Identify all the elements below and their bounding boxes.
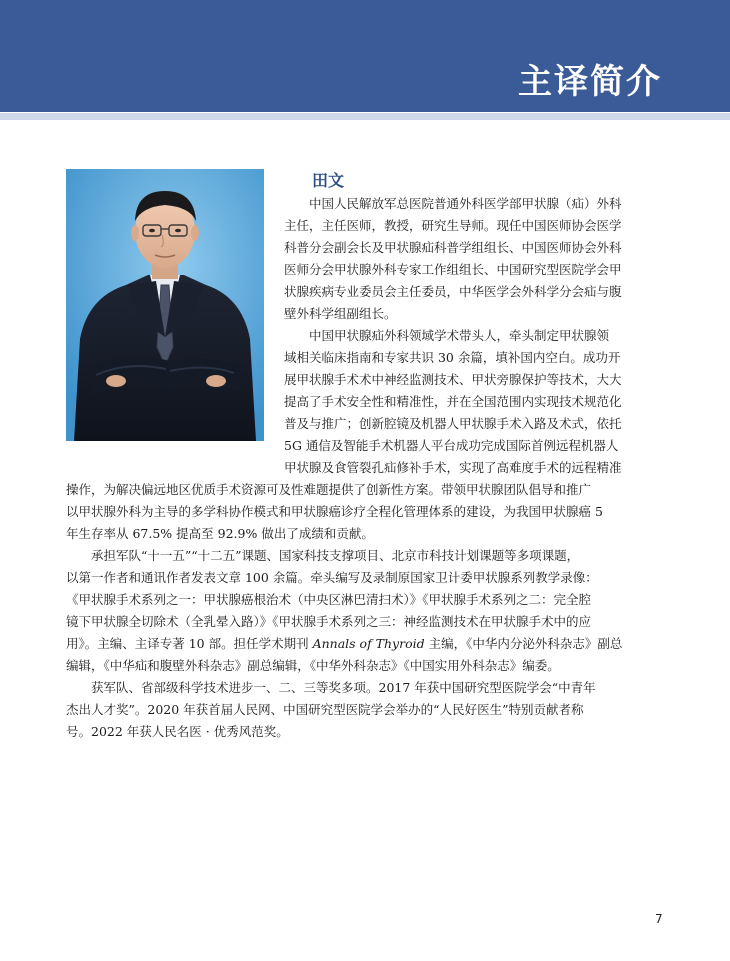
bio-line: 甲状腺及食管裂孔疝修补手术，实现了高难度手术的远程精准 (284, 460, 622, 475)
bio-line: 编辑，《中华疝和腹壁外科杂志》副总编辑，《中华外科杂志》《中国实用外科杂志》编委。 (66, 658, 560, 673)
header-divider (0, 113, 730, 120)
bio-line: 以甲状腺外科为主导的多学科协作模式和甲状腺癌诊疗全程化管理体系的建设，为我国甲状腺癌 5 (66, 504, 603, 519)
bio-line: 中国甲状腺疝外科领域学术带头人，牵头制定甲状腺领 (309, 328, 610, 343)
translator-name: 田文 (312, 171, 345, 190)
bio-line: 杰出人才奖”。2020 年获首届人民网、中国研究型医院学会举办的“人民好医生”特别贡献者称 (66, 702, 584, 717)
bio-line-with-journal (66, 633, 666, 655)
bio-line: 镜下甲状腺全切除术（全乳晕入路）》《甲状腺手术系列之三：神经监测技术在甲状腺手术中的应 (66, 614, 592, 629)
bio-line: 以第一作者和通讯作者发表文章 100 余篇。牵头编写及录制原国家卫计委甲状腺系列教学录像： (66, 570, 598, 585)
header-band (0, 0, 730, 112)
bio-line: 获军队、省部级科学技术进步一、二、三等奖多项。2017 年获中国研究型医院学会“中青年 (91, 680, 596, 695)
bio-line: 号。2022 年获人民名医 · 优秀风范奖。 (66, 724, 289, 739)
bio-paragraph-2 (284, 325, 666, 479)
bio-line: 状腺疾病专业委员会主任委员，中华医学会外科学分会疝与腹 (284, 284, 622, 299)
bio-line: 年生存率从 67.5% 提高至 92.9% 做出了成绩和贡献。 (66, 526, 374, 541)
translator-portrait (66, 169, 264, 441)
bio-line-part: 用》。主编、主译专著 10 部。担任学术期刊 (66, 636, 313, 651)
page-title: 主译简介 (518, 62, 662, 102)
bio-line: 展甲状腺手术术中神经监测技术、甲状旁腺保护等技术，大大 (284, 372, 622, 387)
bio-line: 承担军队“十一五”“十二五”课题、国家科技支撑项目、北京市科技计划课题等多项课题， (91, 548, 580, 563)
bio-line: 科普分会副会长及甲状腺疝科普学组组长、中国医师协会外科 (284, 240, 622, 255)
bio-line: 提高了手术安全性和精准性，并在全国范围内实现技术规范化 (284, 394, 622, 409)
bio-line: 操作，为解决偏远地区优质手术资源可及性难题提供了创新性方案。带领甲状腺团队倡导和推广 (66, 482, 592, 497)
page-number: 7 (655, 912, 663, 926)
bio-line: 壁外科学组副组长。 (284, 306, 397, 321)
bio-line: 主任，主任医师，教授，研究生导师。现任中国医师协会医学 (284, 218, 622, 233)
bio-paragraph-1 (284, 193, 666, 325)
bio-line: 普及与推广；创新腔镜及机器人甲状腺手术入路及术式，依托 (284, 416, 622, 431)
journal-title: Annals of Thyroid (312, 636, 425, 651)
bio-paragraph-3 (66, 545, 666, 677)
bio-line-part: 主编，《中华内分泌外科杂志》副总 (424, 636, 623, 651)
bio-paragraph-4 (66, 677, 666, 743)
bio-line: 域相关临床指南和专家共识 30 余篇，填补国内空白。成功开 (284, 350, 621, 365)
bio-paragraph-2-continued (66, 479, 666, 545)
bio-line: 《甲状腺手术系列之一：甲状腺癌根治术（中央区淋巴清扫术）》《甲状腺手术系列之二：完全腔 (66, 592, 592, 607)
portrait-illustration (66, 169, 264, 441)
bio-line: 医师分会甲状腺外科专家工作组组长、中国研究型医院学会甲 (284, 262, 622, 277)
bio-line: 中国人民解放军总医院普通外科医学部甲状腺（疝）外科 (309, 196, 622, 211)
bio-line: 5G 通信及智能手术机器人平台成功完成国际首例远程机器人 (284, 438, 619, 453)
